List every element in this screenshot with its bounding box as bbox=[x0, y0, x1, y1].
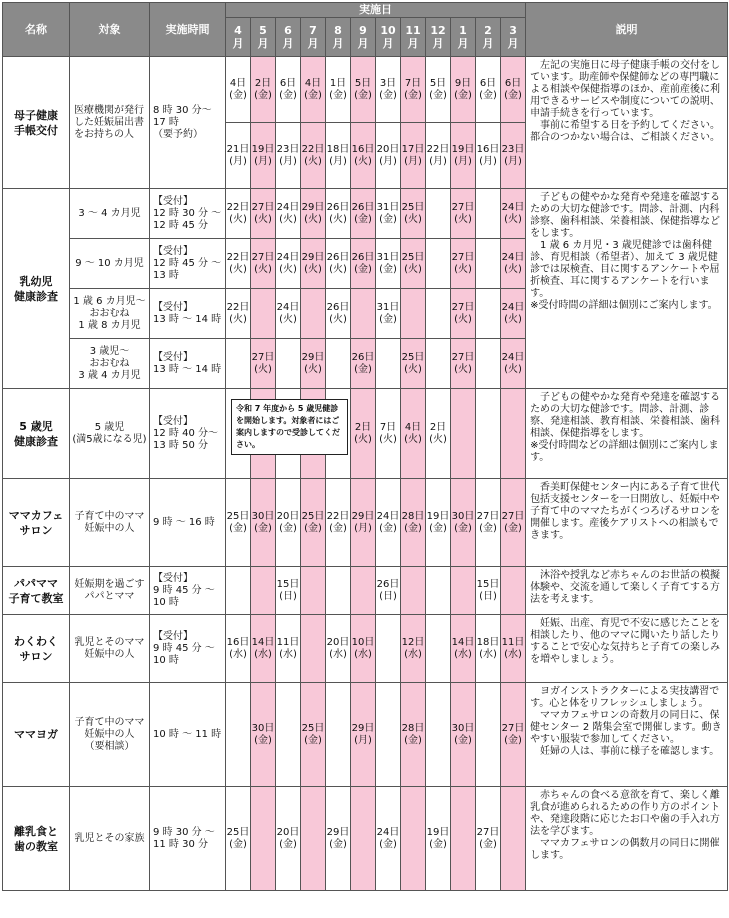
row-target: 9 ～ 10 カ月児 bbox=[70, 239, 150, 289]
date-cell bbox=[401, 567, 426, 615]
date-cell bbox=[351, 567, 376, 615]
month-header: 6 月 bbox=[276, 18, 301, 57]
date-text: 2日 (火) bbox=[354, 421, 372, 445]
date-cell bbox=[351, 289, 376, 339]
date-cell bbox=[326, 189, 351, 239]
date-cell bbox=[276, 787, 301, 891]
date-cell bbox=[426, 787, 451, 891]
date-cell bbox=[226, 123, 251, 189]
date-cell bbox=[501, 479, 526, 567]
date-cell bbox=[376, 683, 401, 787]
date-cell bbox=[276, 239, 301, 289]
date-cell bbox=[326, 479, 351, 567]
row-time: 【受付】 9 時 45 分 ～ 10 時 bbox=[150, 615, 226, 683]
date-text: 31日 (金) bbox=[376, 251, 400, 275]
date-cell bbox=[501, 787, 526, 891]
date-cell bbox=[451, 479, 476, 567]
row-target: 医療機関が発行した妊娠届出書をお持ちの人 bbox=[70, 57, 150, 189]
row-target: 妊娠期を過ごす パパとママ bbox=[70, 567, 150, 615]
date-text: 14日 (水) bbox=[451, 636, 475, 660]
date-cell bbox=[276, 683, 301, 787]
date-text: 7日 (金) bbox=[404, 77, 422, 101]
date-cell bbox=[226, 239, 251, 289]
date-cell bbox=[226, 289, 251, 339]
date-text: 2日 (金) bbox=[254, 77, 272, 101]
date-cell bbox=[501, 567, 526, 615]
date-text: 23日 (月) bbox=[501, 143, 525, 167]
date-cell bbox=[426, 289, 451, 339]
date-cell bbox=[251, 339, 276, 389]
date-cell bbox=[251, 239, 276, 289]
date-cell bbox=[451, 787, 476, 891]
date-text: 24日 (火) bbox=[501, 351, 525, 375]
date-cell bbox=[326, 57, 351, 123]
date-cell bbox=[426, 189, 451, 239]
row-time: 9 時 ～ 16 時 bbox=[150, 479, 226, 567]
month-header: 4 月 bbox=[226, 18, 251, 57]
date-text: 3日 (金) bbox=[379, 77, 397, 101]
date-cell bbox=[376, 339, 401, 389]
row-name: 5 歳児 健康診査 bbox=[3, 389, 70, 479]
date-text: 25日 (金) bbox=[301, 722, 325, 746]
month-header: 8 月 bbox=[326, 18, 351, 57]
row-target: 3 歳児～ おおむね 3 歳 4 カ月児 bbox=[70, 339, 150, 389]
date-text: 15日 (日) bbox=[476, 578, 500, 602]
date-cell bbox=[226, 57, 251, 123]
month-header: 11 月 bbox=[401, 18, 426, 57]
date-cell bbox=[301, 615, 326, 683]
row-name: 乳幼児 健康診査 bbox=[3, 189, 70, 389]
date-cell bbox=[326, 787, 351, 891]
date-text: 16日 (火) bbox=[351, 143, 375, 167]
date-text: 1日 (金) bbox=[329, 77, 347, 101]
date-cell bbox=[351, 787, 376, 891]
date-cell bbox=[251, 787, 276, 891]
date-cell bbox=[376, 389, 401, 479]
month-header: 5 月 bbox=[251, 18, 276, 57]
date-text: 31日 (金) bbox=[376, 201, 400, 225]
date-cell bbox=[276, 189, 301, 239]
date-text: 29日 (金) bbox=[326, 826, 350, 850]
row-time: 【受付】 12 時 40 分～ 13 時 50 分 bbox=[150, 389, 226, 479]
date-text: 21日 (月) bbox=[226, 143, 250, 167]
date-cell bbox=[276, 479, 301, 567]
date-text: 24日 (火) bbox=[501, 201, 525, 225]
date-text: 26日 (金) bbox=[351, 351, 375, 375]
date-text: 16日 (水) bbox=[226, 636, 250, 660]
date-cell bbox=[376, 57, 401, 123]
date-text: 26日 (金) bbox=[351, 251, 375, 275]
date-cell bbox=[251, 615, 276, 683]
date-cell bbox=[501, 289, 526, 339]
date-cell bbox=[501, 389, 526, 479]
date-cell bbox=[351, 57, 376, 123]
date-cell bbox=[251, 479, 276, 567]
date-text: 30日 (金) bbox=[251, 722, 275, 746]
date-text: 29日 (火) bbox=[301, 201, 325, 225]
date-cell bbox=[401, 683, 426, 787]
date-cell bbox=[301, 683, 326, 787]
date-cell bbox=[326, 239, 351, 289]
date-cell bbox=[351, 389, 376, 479]
date-cell bbox=[376, 289, 401, 339]
date-cell bbox=[476, 787, 501, 891]
date-text: 4日 (火) bbox=[404, 421, 422, 445]
row-desc: 子どもの健やかな発育や発達を確認するための大切な健診です。問診、計測、内科診察、歯科相談、栄養相談、保健指導などをします。 1 歳 6 カ月児・3 歳児健診では歯科健診、育児相談（希望者）、加えて 3 歳児健診では尿検査、目に関するアンケートや屈折検査、耳に関するアンケートを行います。 ※受付時間の詳細は個別にご案内します。 bbox=[526, 189, 728, 389]
date-text: 23日 (月) bbox=[276, 143, 300, 167]
date-text: 14日 (水) bbox=[251, 636, 275, 660]
row-desc: 沐浴や授乳など赤ちゃんのお世話の模擬体験や、交流を通して楽しく子育てする方法を考えます。 bbox=[526, 567, 728, 615]
date-text: 26日 (火) bbox=[326, 251, 350, 275]
row-name: ママヨガ bbox=[3, 683, 70, 787]
date-cell bbox=[426, 339, 451, 389]
date-cell bbox=[426, 57, 451, 123]
date-text: 19日 (月) bbox=[251, 143, 275, 167]
date-cell bbox=[226, 683, 251, 787]
date-text: 31日 (金) bbox=[376, 301, 400, 325]
date-text: 18日 (水) bbox=[476, 636, 500, 660]
date-text: 20日 (月) bbox=[376, 143, 400, 167]
date-cell bbox=[401, 339, 426, 389]
date-text: 26日 (火) bbox=[326, 201, 350, 225]
date-cell bbox=[301, 479, 326, 567]
row-desc: 妊娠、出産、育児で不安に感じたことを相談したり、他のママに聞いたり話したりすることで安心な気持ちと子育ての楽しみを増やしましょう。 bbox=[526, 615, 728, 683]
date-cell bbox=[376, 479, 401, 567]
row-time: 【受付】 12 時 30 分 ～ 12 時 45 分 bbox=[150, 189, 226, 239]
date-text: 26日 (金) bbox=[351, 201, 375, 225]
date-cell bbox=[226, 787, 251, 891]
date-cell bbox=[426, 389, 451, 479]
month-header: 3 月 bbox=[501, 18, 526, 57]
date-cell bbox=[501, 239, 526, 289]
date-text: 29日 (火) bbox=[301, 351, 325, 375]
date-cell bbox=[476, 683, 501, 787]
date-cell bbox=[301, 787, 326, 891]
date-text: 22日 (金) bbox=[326, 510, 350, 534]
date-cell bbox=[426, 683, 451, 787]
date-text: 24日 (火) bbox=[276, 251, 300, 275]
date-cell bbox=[251, 189, 276, 239]
date-cell bbox=[476, 339, 501, 389]
date-text: 22日 (火) bbox=[226, 201, 250, 225]
date-text: 29日 (月) bbox=[351, 722, 375, 746]
date-cell bbox=[476, 239, 501, 289]
date-text: 6日 (金) bbox=[279, 77, 297, 101]
date-cell bbox=[451, 339, 476, 389]
date-cell bbox=[401, 479, 426, 567]
date-cell bbox=[426, 479, 451, 567]
date-cell bbox=[451, 289, 476, 339]
date-cell bbox=[401, 389, 426, 479]
date-text: 27日 (火) bbox=[251, 201, 275, 225]
date-text: 22日 (火) bbox=[226, 301, 250, 325]
date-cell bbox=[326, 567, 351, 615]
header-time: 実施時間 bbox=[150, 3, 226, 57]
date-cell bbox=[376, 123, 401, 189]
date-text: 30日 (金) bbox=[451, 510, 475, 534]
month-header: 9 月 bbox=[351, 18, 376, 57]
date-cell bbox=[451, 189, 476, 239]
date-text: 24日 (火) bbox=[501, 301, 525, 325]
date-cell bbox=[476, 615, 501, 683]
date-cell bbox=[351, 189, 376, 239]
date-cell bbox=[251, 289, 276, 339]
date-text: 5日 (金) bbox=[429, 77, 447, 101]
date-cell bbox=[426, 615, 451, 683]
month-header: 7 月 bbox=[301, 18, 326, 57]
date-text: 27日 (火) bbox=[451, 201, 475, 225]
date-cell bbox=[301, 189, 326, 239]
row-desc: 赤ちゃんの食べる意欲を育て、楽しく離乳食が進められるための作り方のポイントや、発達段階に応じたお口や歯の手入れ方法を学びます。 ママカフェサロンの偶数月の同日に開催します。 bbox=[526, 787, 728, 891]
date-cell bbox=[426, 567, 451, 615]
date-cell bbox=[276, 339, 301, 389]
row-time: 9 時 30 分 ～ 11 時 30 分 bbox=[150, 787, 226, 891]
row-time: 10 時 ～ 11 時 bbox=[150, 683, 226, 787]
date-text: 24日 (火) bbox=[276, 201, 300, 225]
date-text: 28日 (金) bbox=[401, 510, 425, 534]
date-text: 16日 (月) bbox=[476, 143, 500, 167]
date-cell bbox=[301, 123, 326, 189]
five-year-notice: 令和 7 年度から 5 歳児健診を開始します。対象者にはご案内しますので受診してください。 bbox=[231, 399, 348, 455]
date-cell bbox=[501, 683, 526, 787]
date-text: 6日 (金) bbox=[504, 77, 522, 101]
month-header: 1 月 bbox=[451, 18, 476, 57]
date-cell bbox=[301, 289, 326, 339]
date-cell bbox=[401, 57, 426, 123]
date-cell bbox=[226, 189, 251, 239]
month-header: 2 月 bbox=[476, 18, 501, 57]
date-cell bbox=[451, 683, 476, 787]
date-cell bbox=[376, 189, 401, 239]
date-cell bbox=[276, 615, 301, 683]
date-cell bbox=[251, 683, 276, 787]
row-target: 1 歳 6 カ月児～ おおむね 1 歳 8 カ月児 bbox=[70, 289, 150, 339]
date-cell bbox=[301, 239, 326, 289]
date-cell bbox=[276, 289, 301, 339]
date-cell bbox=[326, 683, 351, 787]
date-cell bbox=[401, 615, 426, 683]
row-time: 【受付】 12 時 45 分 ～ 13 時 bbox=[150, 239, 226, 289]
date-cell bbox=[276, 567, 301, 615]
row-desc: 左記の実施日に母子健康手帳の交付をしています。助産師や保健師などの専門職による相談や保健指導のほか、産前産後に利用できるサービスや制度についての説明、申請手続きを行っています。 事前に希望する日を予約してください。都合のつかない場合は、ご相談ください。 bbox=[526, 57, 728, 189]
date-text: 27日 (金) bbox=[501, 722, 525, 746]
row-name: パパママ 子育て教室 bbox=[3, 567, 70, 615]
date-text: 24日 (火) bbox=[276, 301, 300, 325]
date-text: 10日 (水) bbox=[351, 636, 375, 660]
date-cell bbox=[401, 787, 426, 891]
date-text: 26日 (火) bbox=[326, 301, 350, 325]
date-cell bbox=[226, 479, 251, 567]
date-text: 24日 (金) bbox=[376, 826, 400, 850]
date-text: 27日 (火) bbox=[251, 351, 275, 375]
header-name: 名称 bbox=[3, 3, 70, 57]
date-cell bbox=[251, 57, 276, 123]
row-name: 母子健康 手帳交付 bbox=[3, 57, 70, 189]
date-text: 12日 (水) bbox=[401, 636, 425, 660]
date-cell bbox=[401, 123, 426, 189]
date-cell bbox=[326, 339, 351, 389]
date-cell bbox=[301, 339, 326, 389]
date-text: 5日 (金) bbox=[354, 77, 372, 101]
date-text: 25日 (火) bbox=[401, 251, 425, 275]
date-cell bbox=[451, 239, 476, 289]
date-text: 25日 (金) bbox=[226, 826, 250, 850]
date-text: 6日 (金) bbox=[479, 77, 497, 101]
schedule-table bbox=[2, 2, 728, 891]
date-cell bbox=[351, 239, 376, 289]
row-time: 8 時 30 分～ 17 時 （要予約） bbox=[150, 57, 226, 189]
date-text: 27日 (金) bbox=[476, 510, 500, 534]
date-cell bbox=[401, 189, 426, 239]
date-cell bbox=[351, 479, 376, 567]
row-desc: 子どもの健やかな発育や発達を確認するための大切な健診です。問診、計測、診察、発達相談、教育相談、栄養相談、歯科相談、保健指導をします。 ※受付時間などの詳細は個別にご案内します。 bbox=[526, 389, 728, 479]
month-header: 10 月 bbox=[376, 18, 401, 57]
row-target: 子育て中のママ 妊娠中の人 bbox=[70, 479, 150, 567]
date-cell bbox=[301, 57, 326, 123]
date-cell bbox=[451, 615, 476, 683]
row-time: 【受付】 9 時 45 分 ～ 10 時 bbox=[150, 567, 226, 615]
date-cell bbox=[226, 615, 251, 683]
row-name: ママカフェ サロン bbox=[3, 479, 70, 567]
date-cell bbox=[276, 123, 301, 189]
date-cell bbox=[351, 123, 376, 189]
date-cell bbox=[401, 239, 426, 289]
row-target: 子育て中のママ 妊娠中の人 （要相談） bbox=[70, 683, 150, 787]
date-text: 26日 (日) bbox=[376, 578, 400, 602]
date-cell bbox=[501, 123, 526, 189]
date-text: 29日 (火) bbox=[301, 251, 325, 275]
date-text: 20日 (水) bbox=[326, 636, 350, 660]
date-text: 22日 (火) bbox=[301, 143, 325, 167]
date-text: 4日 (金) bbox=[304, 77, 322, 101]
date-text: 11日 (水) bbox=[276, 636, 300, 660]
date-cell bbox=[376, 567, 401, 615]
header-dates: 実施日 bbox=[226, 3, 526, 18]
date-cell bbox=[276, 57, 301, 123]
header-desc: 説明 bbox=[526, 3, 728, 57]
date-cell bbox=[251, 567, 276, 615]
row-name: 離乳食と 歯の教室 bbox=[3, 787, 70, 891]
date-cell bbox=[451, 389, 476, 479]
date-cell bbox=[451, 57, 476, 123]
row-name: わくわく サロン bbox=[3, 615, 70, 683]
date-text: 27日 (金) bbox=[501, 510, 525, 534]
date-cell bbox=[476, 479, 501, 567]
date-cell bbox=[476, 57, 501, 123]
row-desc: 香美町保健センター内にある子育て世代包括支援センターを一日開放し、妊娠中や子育て中のママたちがくつろげるサロンを開催します。産後ケアリストへの相談もできます。 bbox=[526, 479, 728, 567]
date-text: 20日 (金) bbox=[276, 826, 300, 850]
date-cell bbox=[501, 339, 526, 389]
date-text: 19日 (金) bbox=[426, 826, 450, 850]
date-cell bbox=[401, 289, 426, 339]
date-text: 17日 (月) bbox=[401, 143, 425, 167]
date-text: 25日 (金) bbox=[226, 510, 250, 534]
date-text: 22日 (月) bbox=[426, 143, 450, 167]
date-cell bbox=[476, 123, 501, 189]
row-time: 【受付】 13 時 ～ 14 時 bbox=[150, 289, 226, 339]
date-cell bbox=[226, 567, 251, 615]
date-cell bbox=[501, 189, 526, 239]
date-text: 19日 (月) bbox=[451, 143, 475, 167]
month-header: 12 月 bbox=[426, 18, 451, 57]
date-text: 27日 (火) bbox=[451, 351, 475, 375]
date-text: 25日 (火) bbox=[401, 201, 425, 225]
date-text: 22日 (火) bbox=[226, 251, 250, 275]
date-cell bbox=[376, 787, 401, 891]
date-cell bbox=[426, 123, 451, 189]
date-cell bbox=[476, 189, 501, 239]
date-text: 7日 (火) bbox=[379, 421, 397, 445]
date-text: 19日 (金) bbox=[426, 510, 450, 534]
date-text: 9日 (金) bbox=[454, 77, 472, 101]
date-text: 4日 (金) bbox=[229, 77, 247, 101]
date-text: 29日 (月) bbox=[351, 510, 375, 534]
date-cell bbox=[451, 567, 476, 615]
row-target: 乳児とその家族 bbox=[70, 787, 150, 891]
date-text: 30日 (金) bbox=[451, 722, 475, 746]
date-text: 15日 (日) bbox=[276, 578, 300, 602]
date-text: 27日 (火) bbox=[451, 301, 475, 325]
date-cell bbox=[501, 615, 526, 683]
date-text: 24日 (火) bbox=[501, 251, 525, 275]
date-text: 11日 (水) bbox=[501, 636, 525, 660]
row-target: 5 歳児 (満5歳になる児) bbox=[70, 389, 150, 479]
date-text: 2日 (火) bbox=[429, 421, 447, 445]
date-text: 20日 (金) bbox=[276, 510, 300, 534]
header-target: 対象 bbox=[70, 3, 150, 57]
row-target: 乳児とそのママ 妊娠中の人 bbox=[70, 615, 150, 683]
date-cell bbox=[501, 57, 526, 123]
date-cell bbox=[376, 615, 401, 683]
date-text: 30日 (金) bbox=[251, 510, 275, 534]
date-cell bbox=[226, 339, 251, 389]
date-cell bbox=[476, 567, 501, 615]
row-desc: ヨガインストラクターによる実技講習です。心と体をリフレッシュしましょう。 ママカフェサロンの奇数月の同日に、保健センター 2 階集会室で開催します。動きやすい服装で参加してください。 妊婦の人は、事前に様子を確認します。 bbox=[526, 683, 728, 787]
date-cell bbox=[351, 615, 376, 683]
date-text: 27日 (金) bbox=[476, 826, 500, 850]
date-text: 25日 (火) bbox=[401, 351, 425, 375]
date-text: 25日 (金) bbox=[301, 510, 325, 534]
date-cell bbox=[251, 123, 276, 189]
date-text: 24日 (金) bbox=[376, 510, 400, 534]
date-cell bbox=[476, 289, 501, 339]
date-text: 28日 (金) bbox=[401, 722, 425, 746]
date-text: 18日 (月) bbox=[326, 143, 350, 167]
date-cell bbox=[351, 339, 376, 389]
date-cell bbox=[326, 615, 351, 683]
date-cell bbox=[326, 289, 351, 339]
date-cell bbox=[451, 123, 476, 189]
date-text: 27日 (火) bbox=[451, 251, 475, 275]
date-cell bbox=[476, 389, 501, 479]
row-time: 【受付】 13 時 ～ 14 時 bbox=[150, 339, 226, 389]
date-cell bbox=[426, 239, 451, 289]
date-text: 27日 (火) bbox=[251, 251, 275, 275]
date-cell bbox=[351, 683, 376, 787]
date-cell bbox=[301, 567, 326, 615]
date-cell bbox=[376, 239, 401, 289]
row-target: 3 ～ 4 カ月児 bbox=[70, 189, 150, 239]
date-cell bbox=[326, 123, 351, 189]
